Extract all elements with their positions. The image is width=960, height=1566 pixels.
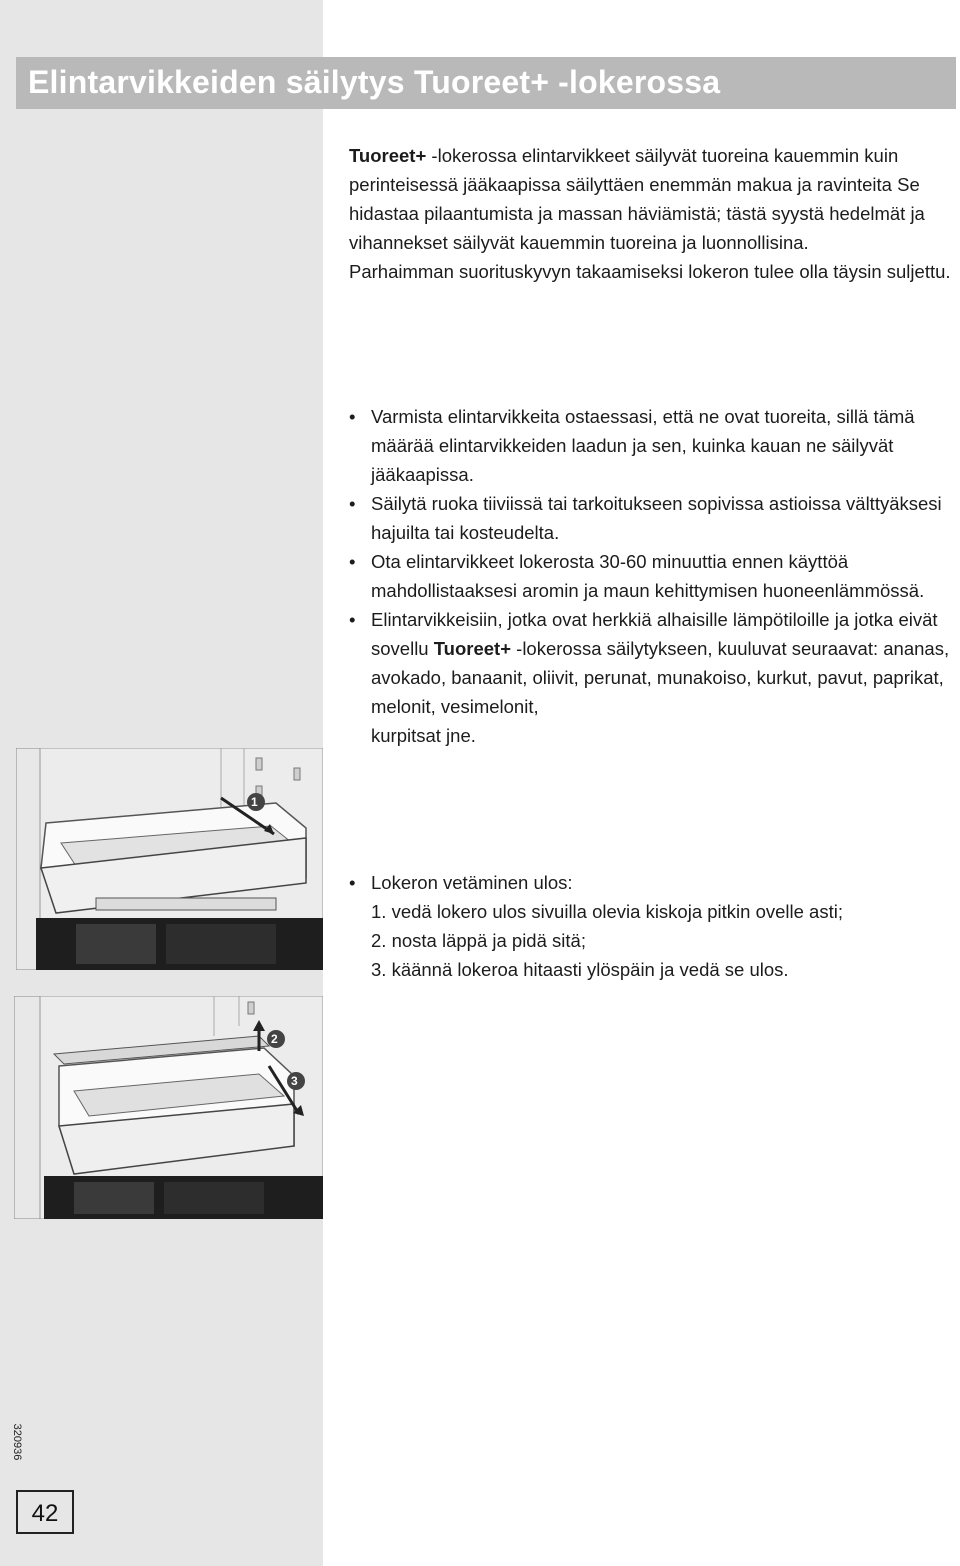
removal-heading [349, 868, 955, 897]
drawer-illustration-step1 [16, 748, 323, 970]
list-item [349, 605, 955, 750]
list-item [349, 402, 955, 489]
page-number-box [16, 1490, 74, 1534]
bullet-icon: • [349, 406, 356, 427]
marker-1: 1 [251, 795, 258, 809]
bullet-icon: • [349, 872, 356, 893]
bullet4-post: -lokerossa säilytykseen, kuuluvat seuraavat: ananas, avokado, banaanit, oliivit, perunat, munakoiso, kurkut, pavut, paprikat, melonit, vesimelonit, [371, 638, 950, 717]
tips-list [349, 402, 955, 750]
intro-bold-lead: Tuoreet+ [349, 145, 427, 166]
list-item [349, 547, 955, 605]
marker-3: 3 [291, 1074, 298, 1088]
intro-section [349, 141, 955, 286]
bullet-icon: • [349, 551, 356, 572]
removal-heading-text: Lokeron vetäminen ulos: [371, 872, 573, 893]
intro-paragraph-1-text: -lokerossa elintarvikkeet säilyvät tuoreina kauemmin kuin perinteisessä jääkaapissa säilyttäen enemmän makua ja ravinteita Se hidastaa pilaantumista ja massan häviämistä; tästä syystä hedelmät ja vihannekset säilyvät kauemmin tuoreina ja luonnollisina. [349, 145, 925, 253]
bullet-icon: • [349, 493, 356, 514]
drawer-step1-drawing [16, 748, 323, 970]
title-bar [16, 57, 956, 109]
intro-paragraph-1 [349, 141, 955, 257]
list-item-text: Ota elintarvikkeet lokerosta 30-60 minuuttia ennen käyttöä mahdollistaaksesi aromin ja maun kehittymisen huoneenlämmössä. [371, 551, 925, 601]
removal-instructions [349, 868, 955, 984]
bullet4-bold: Tuoreet+ [433, 638, 512, 659]
page-title: Elintarvikkeiden säilytys Tuoreet+ -lokerossa [28, 64, 721, 100]
intro-paragraph-2: Parhaimman suorituskyvyn takaamiseksi lokeron tulee olla täysin suljettu. [349, 261, 951, 282]
bullet4-pre: Elintarvikkeisiin, jotka ovat herkkiä alhaisille lämpötiloille ja jotka eivät sovellu [371, 609, 938, 659]
marker-2: 2 [271, 1032, 278, 1046]
drawer-illustration-steps2-3 [14, 996, 323, 1219]
list-item-text: Säilytä ruoka tiiviissä tai tarkoitukseen sopivissa astioissa välttyäksesi hajuilta tai kosteudelta. [371, 493, 942, 543]
list-item [349, 489, 955, 547]
page-number: 42 [31, 1500, 59, 1527]
removal-step: 3. käännä lokeroa hitaasti ylöspäin ja vedä se ulos. [371, 959, 789, 980]
bullet-icon: • [349, 609, 356, 630]
bullet4-last: kurpitsat jne. [371, 725, 476, 746]
removal-step: 1. vedä lokero ulos sivuilla olevia kiskoja pitkin ovelle asti; [371, 901, 843, 922]
list-item-text: Varmista elintarvikkeita ostaessasi, että ne ovat tuoreita, sillä tämä määrää elintarvikkeiden laadun ja sen, kuinka kauan ne säilyvät jääkaapissa. [371, 406, 915, 485]
removal-step: 2. nosta läppä ja pidä sitä; [371, 930, 586, 951]
document-code: 320936 [11, 1423, 23, 1461]
